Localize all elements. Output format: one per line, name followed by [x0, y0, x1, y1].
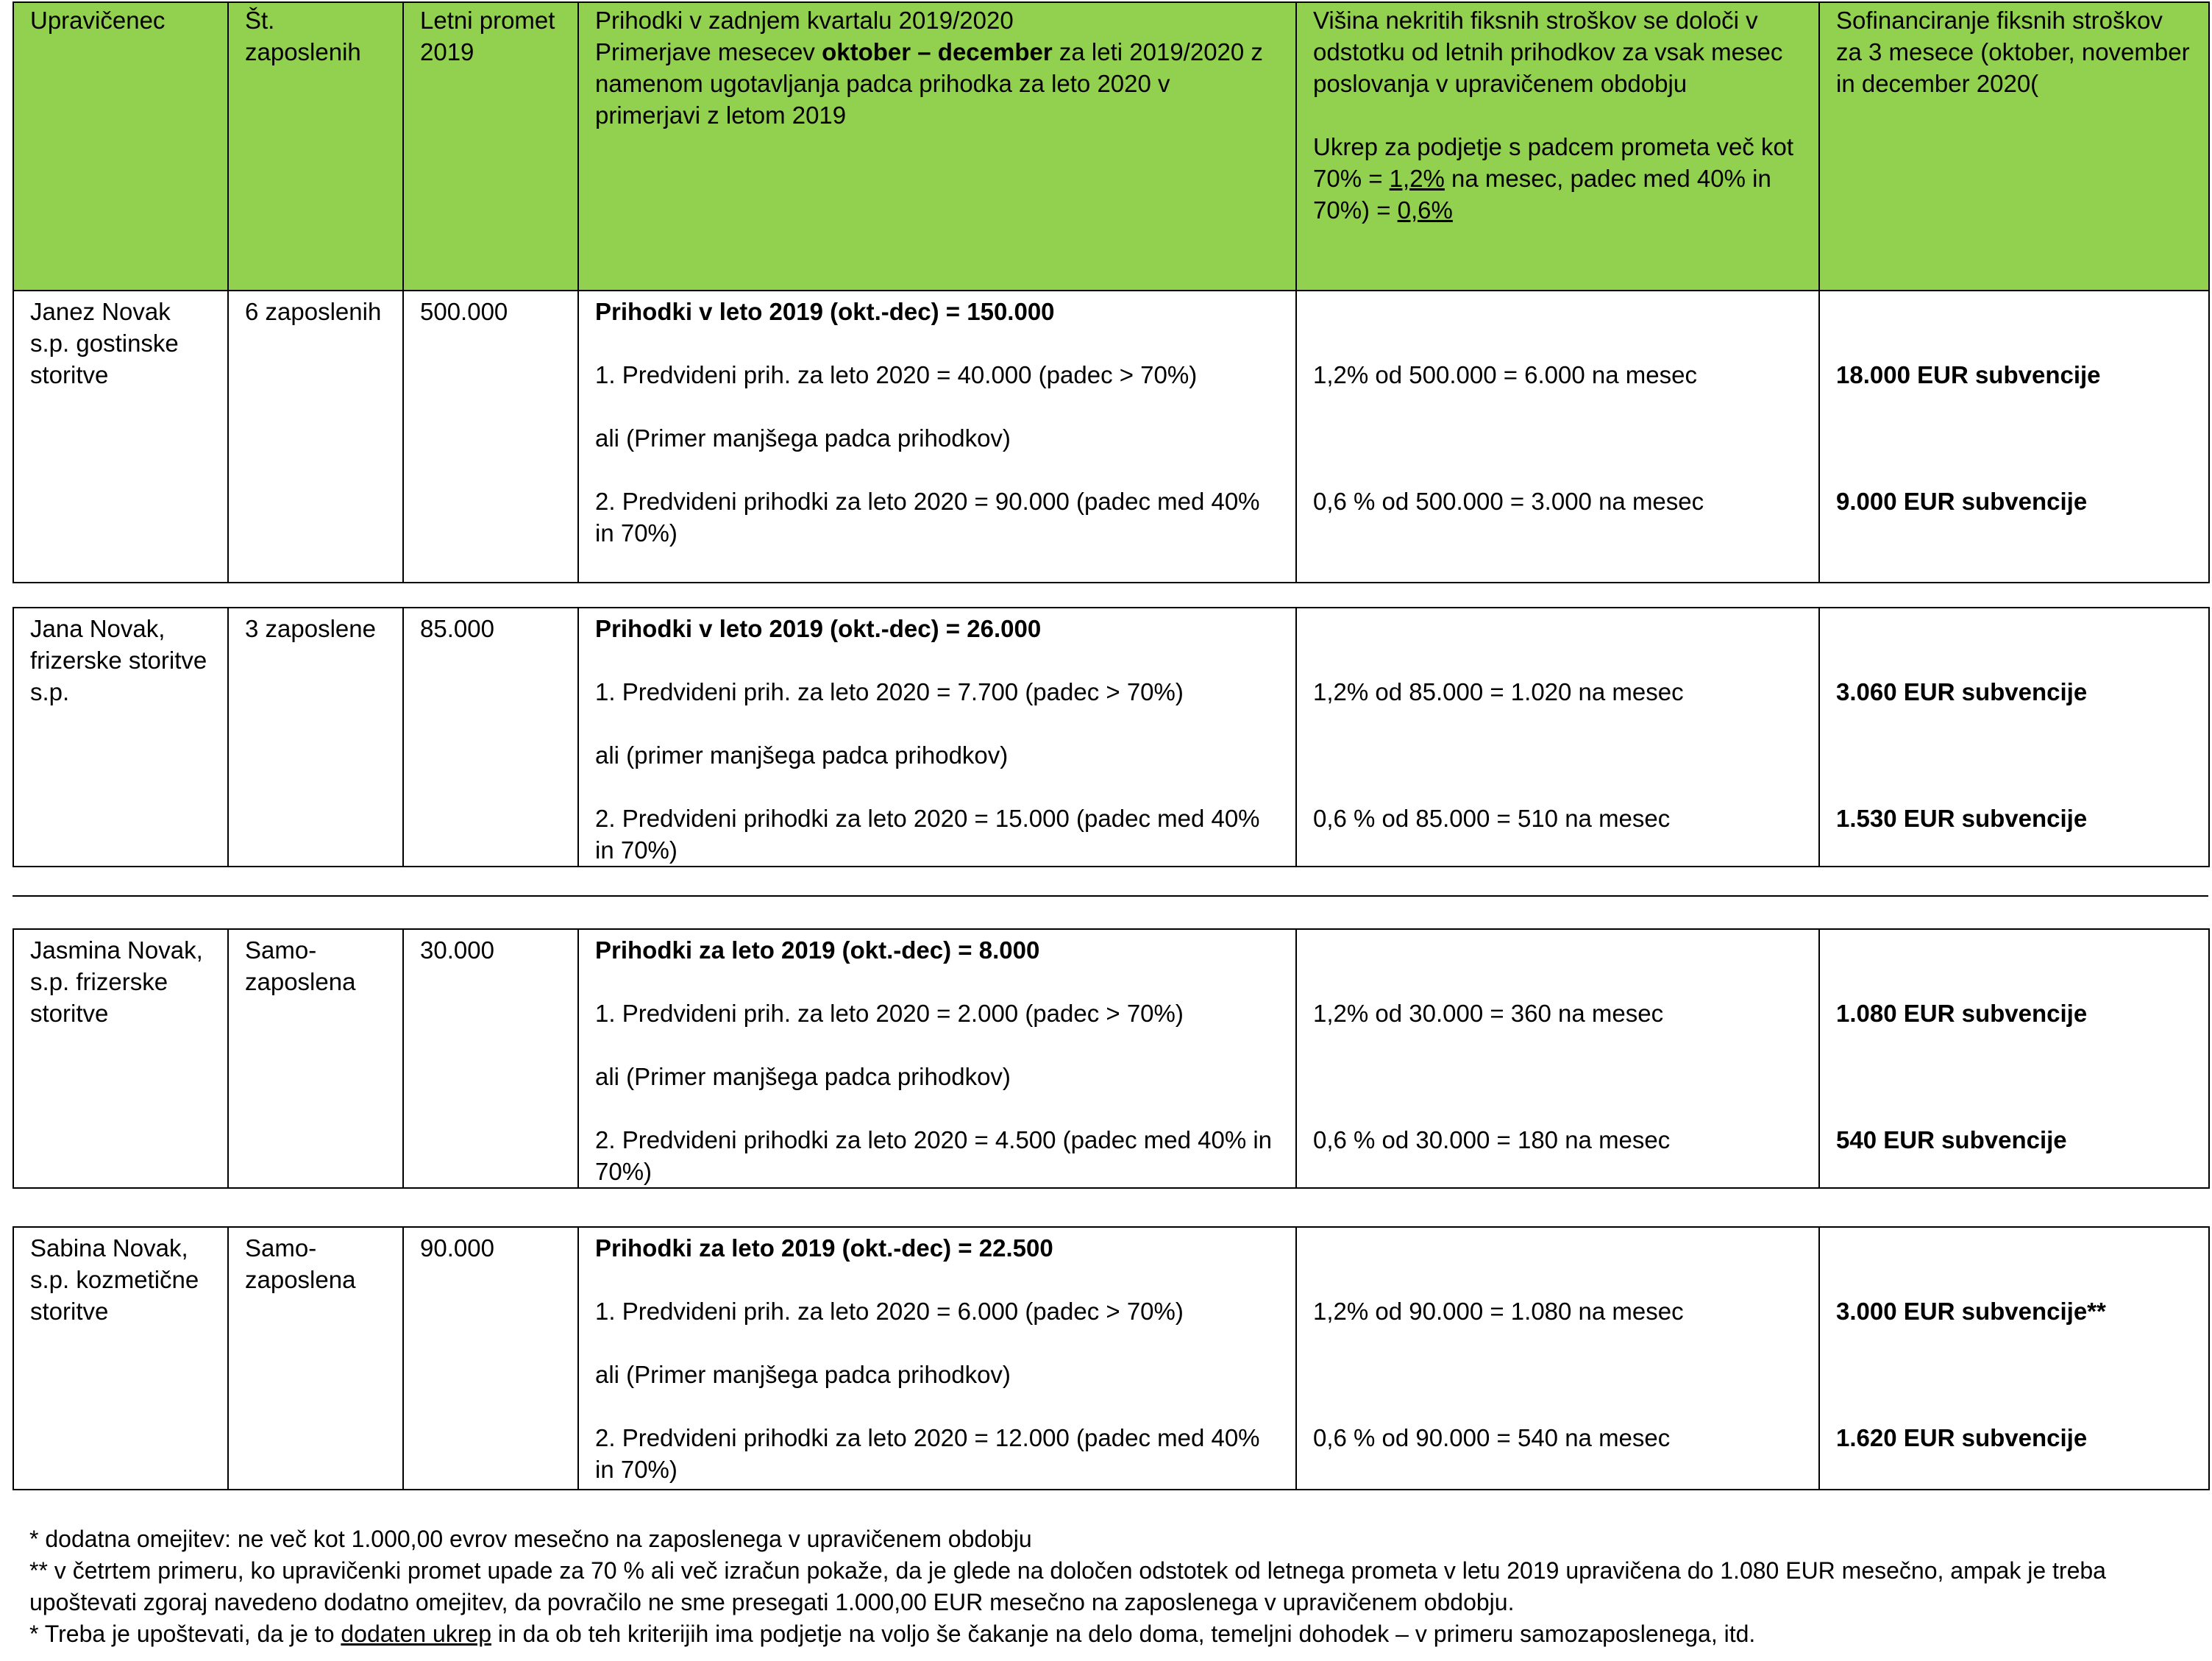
subsidy-cell	[1819, 608, 2209, 867]
calc-2: 0,6 % od 85.000 = 510 na mesec	[1313, 805, 1671, 832]
header-fixed-costs-desc: Višina nekritih fiksnih stroškov se določi v odstotku od letnih prihodkov za vsak mesec poslovanja v upravičenem obdobju	[1313, 7, 1783, 97]
subsidy-cell	[1819, 1227, 2209, 1490]
forecast-2: 2. Predvideni prihodki za leto 2020 = 12.000 (padec med 40% in 70%)	[595, 1424, 1260, 1483]
footnotes	[29, 1523, 2199, 1650]
annual-turnover: 30.000	[403, 929, 578, 1188]
header-employees: Št. zaposlenih	[228, 2, 403, 291]
employee-count: Samo-zaposlena	[228, 929, 403, 1188]
calc-1: 1,2% od 85.000 = 1.020 na mesec	[1313, 678, 1684, 705]
income-cell	[578, 929, 1296, 1188]
income-cell	[578, 1227, 1296, 1490]
subsidy-table-3	[13, 928, 2210, 1189]
header-measure-desc: Ukrep za podjetje s padcem prometa več kot 70% = 1,2% na mesec, padec med 40% in 70%) = 0,6%	[1313, 133, 1793, 224]
smaller-drop-note: ali (primer manjšega padca prihodkov)	[595, 741, 1009, 769]
footnote-2: ** v četrtem primeru, ko upravičenki promet upade za 70 % ali več izračun pokaže, da je glede na določen odstotek od letnega prometa v letu 2019 upravičena do 1.080 EUR mesečno, ampak je treba upoštevati zgoraj navedeno dodatno omejitev, da povračilo ne sme presegati 1.000,00 EUR mesečno na zaposlenega v upravičenem obdobju.	[29, 1557, 2106, 1615]
table-row	[13, 1227, 2209, 1490]
calc-1: 1,2% od 90.000 = 1.080 na mesec	[1313, 1298, 1684, 1325]
subsidy-table-1	[13, 1, 2210, 583]
calc-2: 0,6 % od 30.000 = 180 na mesec	[1313, 1126, 1671, 1153]
header-row	[13, 2, 2209, 291]
section-divider	[13, 895, 2208, 897]
subsidy-1: 18.000 EUR subvencije	[1836, 361, 2101, 388]
income-title: Prihodki v leto 2019 (okt.-dec) = 150.000	[595, 298, 1055, 325]
calc-2: 0,6 % od 500.000 = 3.000 na mesec	[1313, 488, 1704, 515]
subsidy-2: 1.620 EUR subvencije	[1836, 1424, 2088, 1451]
cost-calc-cell	[1296, 929, 1819, 1188]
header-cofinancing: Sofinanciranje fiksnih stroškov za 3 mesece (oktober, november in december 2020(	[1819, 2, 2209, 291]
smaller-drop-note: ali (Primer manjšega padca prihodkov)	[595, 1063, 1011, 1090]
header-turnover: Letni promet 2019	[403, 2, 578, 291]
forecast-1: 1. Predvideni prih. za leto 2020 = 7.700 (padec > 70%)	[595, 678, 1184, 705]
footnote-1: * dodatna omejitev: ne več kot 1.000,00 evrov mesečno na zaposlenega v upravičenem obdobju	[29, 1526, 1032, 1552]
income-title: Prihodki za leto 2019 (okt.-dec) = 22.500	[595, 1234, 1053, 1262]
header-quarter-income	[578, 2, 1296, 291]
smaller-drop-note: ali (Primer manjšega padca prihodkov)	[595, 1361, 1011, 1388]
calc-1: 1,2% od 500.000 = 6.000 na mesec	[1313, 361, 1697, 388]
forecast-1: 1. Predvideni prih. za leto 2020 = 6.000 (padec > 70%)	[595, 1298, 1184, 1325]
subsidy-table-2	[13, 607, 2210, 867]
header-quarter-income-title: Prihodki v zadnjem kvartalu 2019/2020	[595, 7, 1014, 34]
employee-count: 6 zaposlenih	[228, 291, 403, 583]
beneficiary-name: Jana Novak, frizerske storitve s.p.	[13, 608, 228, 867]
employee-count: 3 zaposlene	[228, 608, 403, 867]
income-cell	[578, 608, 1296, 867]
calc-2: 0,6 % od 90.000 = 540 na mesec	[1313, 1424, 1671, 1451]
forecast-2: 2. Predvideni prihodki za leto 2020 = 4.500 (padec med 40% in 70%)	[595, 1126, 1273, 1185]
subsidy-2: 1.530 EUR subvencije	[1836, 805, 2088, 832]
subsidy-cell	[1819, 291, 2209, 583]
smaller-drop-note: ali (Primer manjšega padca prihodkov)	[595, 424, 1011, 452]
subsidy-cell	[1819, 929, 2209, 1188]
cost-calc-cell	[1296, 291, 1819, 583]
header-fixed-costs	[1296, 2, 1819, 291]
header-quarter-income-desc: Primerjave mesecev oktober – december za leti 2019/2020 z namenom ugotavljanja padca prihodka za leto 2020 v primerjavi z letom 2019	[595, 38, 1263, 129]
table-row	[13, 291, 2209, 583]
footnote-3: * Treba je upoštevati, da je to dodaten ukrep in da ob teh kriterijih ima podjetje na voljo še čakanje na delo doma, temeljni dohodek – v primeru samozaposlenega, itd.	[29, 1621, 1756, 1647]
subsidy-1: 3.060 EUR subvencije	[1836, 678, 2088, 705]
cost-calc-cell	[1296, 608, 1819, 867]
subsidy-1: 3.000 EUR subvencije**	[1836, 1298, 2106, 1325]
subsidy-2: 540 EUR subvencije	[1836, 1126, 2067, 1153]
income-title: Prihodki za leto 2019 (okt.-dec) = 8.000	[595, 936, 1040, 964]
calc-1: 1,2% od 30.000 = 360 na mesec	[1313, 1000, 1664, 1027]
subsidy-2: 9.000 EUR subvencije	[1836, 488, 2088, 515]
header-beneficiary: Upravičenec	[13, 2, 228, 291]
beneficiary-name: Jasmina Novak, s.p. frizerske storitve	[13, 929, 228, 1188]
forecast-1: 1. Predvideni prih. za leto 2020 = 40.000 (padec > 70%)	[595, 361, 1198, 388]
annual-turnover: 500.000	[403, 291, 578, 583]
forecast-2: 2. Predvideni prihodki za leto 2020 = 15.000 (padec med 40% in 70%)	[595, 805, 1260, 864]
forecast-1: 1. Predvideni prih. za leto 2020 = 2.000 (padec > 70%)	[595, 1000, 1184, 1027]
income-cell	[578, 291, 1296, 583]
beneficiary-name: Janez Novak s.p. gostinske storitve	[13, 291, 228, 583]
table-row	[13, 608, 2209, 867]
table-row	[13, 929, 2209, 1188]
annual-turnover: 85.000	[403, 608, 578, 867]
forecast-2: 2. Predvideni prihodki za leto 2020 = 90.000 (padec med 40% in 70%)	[595, 488, 1260, 547]
income-title: Prihodki v leto 2019 (okt.-dec) = 26.000	[595, 615, 1042, 642]
beneficiary-name: Sabina Novak, s.p. kozmetične storitve	[13, 1227, 228, 1490]
annual-turnover: 90.000	[403, 1227, 578, 1490]
subsidy-1: 1.080 EUR subvencije	[1836, 1000, 2088, 1027]
subsidy-table-4	[13, 1226, 2210, 1490]
cost-calc-cell	[1296, 1227, 1819, 1490]
employee-count: Samo-zaposlena	[228, 1227, 403, 1490]
